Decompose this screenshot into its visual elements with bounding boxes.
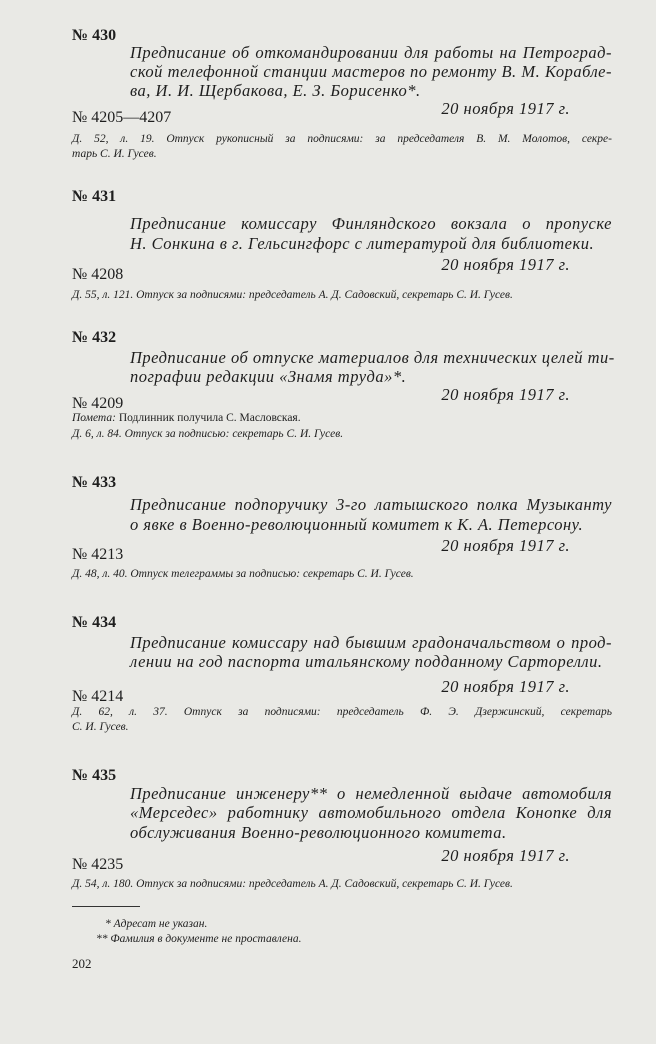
document-note (72, 412, 612, 424)
footnote-2: ** Фамилия в документе не проставлена. (96, 933, 302, 945)
document-number: № 432 (72, 329, 117, 346)
archive-number: № 4208 (72, 266, 124, 283)
document-date: 20 ноября 1917 г. (441, 677, 570, 696)
document-title-line: о явке в Военно-революционный комитет к К. А. Петерсону. (130, 515, 584, 534)
source-reference-line: С. И. Гусев. (72, 721, 129, 733)
document-title-line: «Мерседес» работнику автомобильного отдела Конопке для (130, 803, 612, 822)
document-date: 20 ноября 1917 г. (441, 255, 570, 274)
document-title-line: пографии редакции «Знамя труда»*. (130, 367, 407, 386)
footnote-divider (72, 906, 140, 907)
document-number: № 431 (72, 188, 117, 205)
document-number: № 435 (72, 767, 117, 784)
document-title-line: лении на год паспорта итальянскому подданному Сарторелли. (130, 652, 603, 671)
note-text: Подлинник получила С. Масловская. (115, 412, 301, 424)
footnote-1: * Адресат не указан. (105, 918, 208, 930)
note-label: Помета: (72, 412, 116, 424)
archive-number: № 4209 (72, 395, 124, 412)
archive-number: № 4213 (72, 546, 124, 563)
document-title-line: Предписание подпоручику 3-го латышского полка Музыканту (130, 495, 612, 514)
document-title-line: Предписание комиссару Финляндского вокзала о пропуске (130, 214, 612, 233)
document-title-line: Н. Сонкина в г. Гельсингфорс с литературой для библиотеки. (130, 234, 595, 253)
source-reference-line: Д. 6, л. 84. Отпуск за подписью: секретарь С. И. Гусев. (72, 428, 344, 440)
document-title-line: Предписание об отпуске материалов для технических целей ти- (130, 348, 615, 367)
document-title-line: обслуживания Военно-революционного комитета. (130, 823, 507, 842)
page-number: 202 (72, 956, 92, 971)
archive-number: № 4205—4207 (72, 109, 172, 126)
source-reference-line: тарь С. И. Гусев. (72, 148, 157, 160)
document-date: 20 ноября 1917 г. (441, 846, 570, 865)
source-reference-line: Д. 54, л. 180. Отпуск за подписями: председатель А. Д. Садовский, секретарь С. И. Гусев. (72, 878, 513, 890)
document-title-line: ва, И. И. Щербакова, Е. З. Борисенко*. (130, 81, 421, 100)
document-date: 20 ноября 1917 г. (441, 99, 570, 118)
document-number: № 433 (72, 474, 117, 491)
document-number: № 430 (72, 27, 117, 44)
archive-number: № 4214 (72, 688, 124, 705)
document-date: 20 ноября 1917 г. (441, 536, 570, 555)
source-reference-line: Д. 52, л. 19. Отпуск рукописный за подписями: за председателя В. М. Молотов, секре- (72, 133, 612, 145)
archive-number: № 4235 (72, 856, 124, 873)
source-reference-line: Д. 55, л. 121. Отпуск за подписями: председатель А. Д. Садовский, секретарь С. И. Гусев. (72, 289, 513, 301)
source-reference-line: Д. 48, л. 40. Отпуск телеграммы за подписью: секретарь С. И. Гусев. (72, 568, 414, 580)
document-title-line: ской телефонной станции мастеров по ремонту В. М. Кораблe- (130, 62, 612, 81)
document-title-line: Предписание комиссару над бывшим градоначальством о прод- (130, 633, 612, 652)
document-title-line: Предписание об откомандировании для работы на Петроград- (130, 43, 612, 62)
document-number: № 434 (72, 614, 117, 631)
document-date: 20 ноября 1917 г. (441, 385, 570, 404)
source-reference-line: Д. 62, л. 37. Отпуск за подписями: председатель Ф. Э. Дзержинский, секретарь (72, 706, 612, 718)
document-title-line: Предписание инженеру** о немедленной выдаче автомобиля (130, 784, 612, 803)
